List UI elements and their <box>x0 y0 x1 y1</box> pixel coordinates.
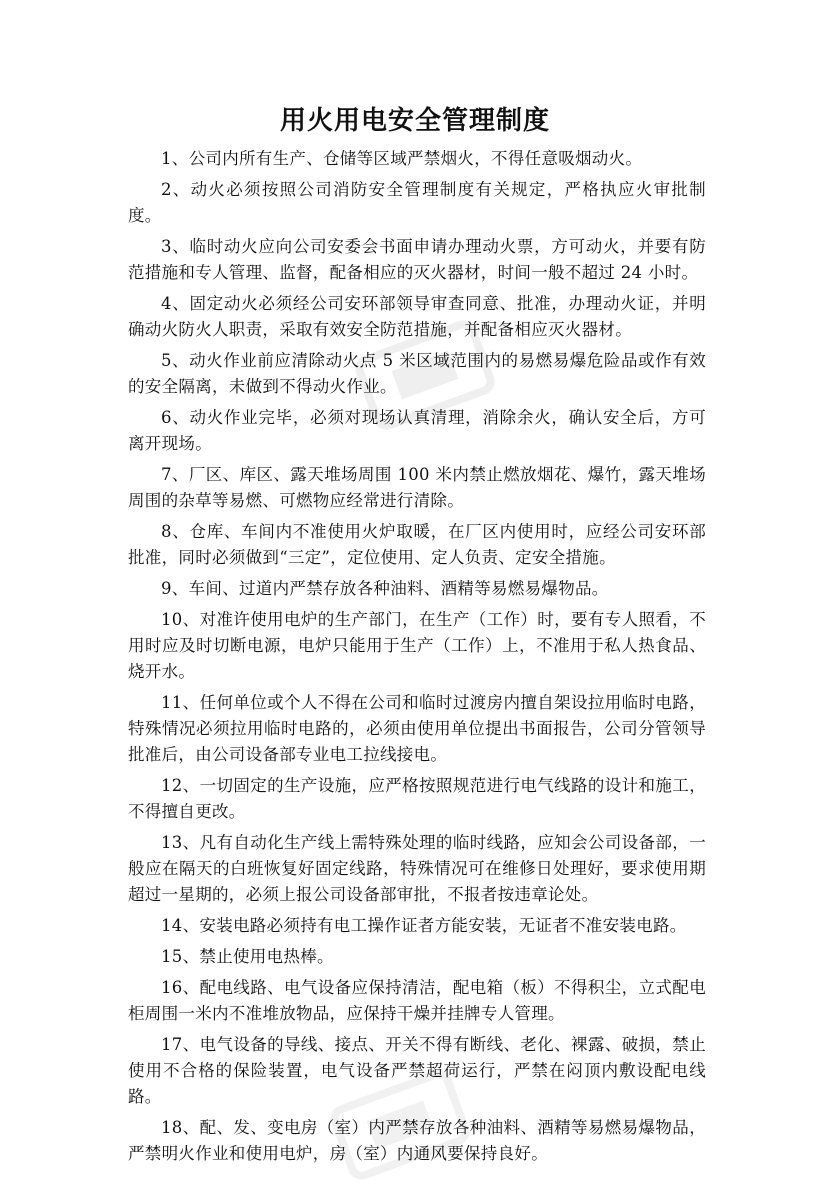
paragraph: 17、电气设备的导线、接点、开关不得有断线、老化、裸露、破损，禁止使用不合格的保险装置，电气设备严禁超荷运行，严禁在闷顶内敷设配电线路。 <box>128 1035 706 1106</box>
paragraph: 18、配、发、变电房（室）内严禁存放各种油料、酒精等易燃易爆物品，严禁明火作业和使用电炉，房（室）内通风要保持良好。 <box>128 1118 706 1163</box>
paragraph: 7、厂区、库区、露天堆场周围 100 米内禁止燃放烟花、爆竹，露天堆场周围的杂草等易燃、可燃物应经常进行清除。 <box>128 465 706 510</box>
paragraph: 9、车间、过道内严禁存放各种油料、酒精等易燃易爆物品。 <box>161 579 609 598</box>
paragraph: 6、动火作业完毕，必须对现场认真清理，消除余火，确认安全后，方可离开现场。 <box>128 408 706 453</box>
paragraph: 2、动火必须按照公司消防安全管理制度有关规定，严格执应火审批制度。 <box>128 180 706 225</box>
paragraph: 16、配电线路、电气设备应保持清洁，配电箱（板）不得积尘，立式配电柜周围一米内不准堆放物品，应保持干燥并挂牌专人管理。 <box>128 978 706 1023</box>
paragraph: 15、禁止使用电热棒。 <box>161 947 334 966</box>
paragraph: 4、固定动火必须经公司安环部领导审查同意、批准，办理动火证，并明确动火防火人职责，采取有效安全防范措施，并配备相应灭火器材。 <box>128 294 706 339</box>
paragraph: 8、仓库、车间内不准使用火炉取暖，在厂区内使用时，应经公司安环部批准，同时必须做到“三定”，定位使用、定人负责、定安全措施。 <box>128 522 706 567</box>
paragraph: 14、安装电路必须持有电工操作证者方能安装，无证者不准安装电路。 <box>161 916 687 935</box>
paragraph: 11、任何单位或个人不得在公司和临时过渡房内擅自架设拉用临时电路，特殊情况必须拉用临时电路的，必须由使用单位提出书面报告，公司分管领导批准后，由公司设备部专业电工拉线接电。 <box>128 693 706 764</box>
paragraph: 10、对准许使用电炉的生产部门，在生产（工作）时，要有专人照看，不用时应及时切断电源，电炉只能用于生产（工作）上，不准用于私人热食品、烧开水。 <box>128 610 706 681</box>
document-body <box>128 146 706 1172</box>
paragraph: 13、凡有自动化生产线上需特殊处理的临时线路，应知会公司设备部，一般应在隔天的白班恢复好固定线路，特殊情况可在维修日处理好，要求使用期超过一星期的，必须上报公司设备部审批，不报者按违章论处。 <box>128 833 706 904</box>
document-title: 用火用电安全管理制度 <box>279 106 550 136</box>
paragraph: 1、公司内所有生产、仓储等区域严禁烟火，不得任意吸烟动火。 <box>161 149 643 168</box>
paragraph: 5、动火作业前应清除动火点 5 米区域范围内的易燃易爆危险品或作有效的安全隔离，未做到不得动火作业。 <box>128 351 706 396</box>
paragraph: 3、临时动火应向公司安委会书面申请办理动火票，方可动火，并要有防范措施和专人管理、监督，配备相应的灭火器材，时间一般不超过 24 小时。 <box>128 237 706 282</box>
paragraph: 12、一切固定的生产设施，应严格按照规范进行电气线路的设计和施工，不得擅自更改。 <box>128 776 706 821</box>
